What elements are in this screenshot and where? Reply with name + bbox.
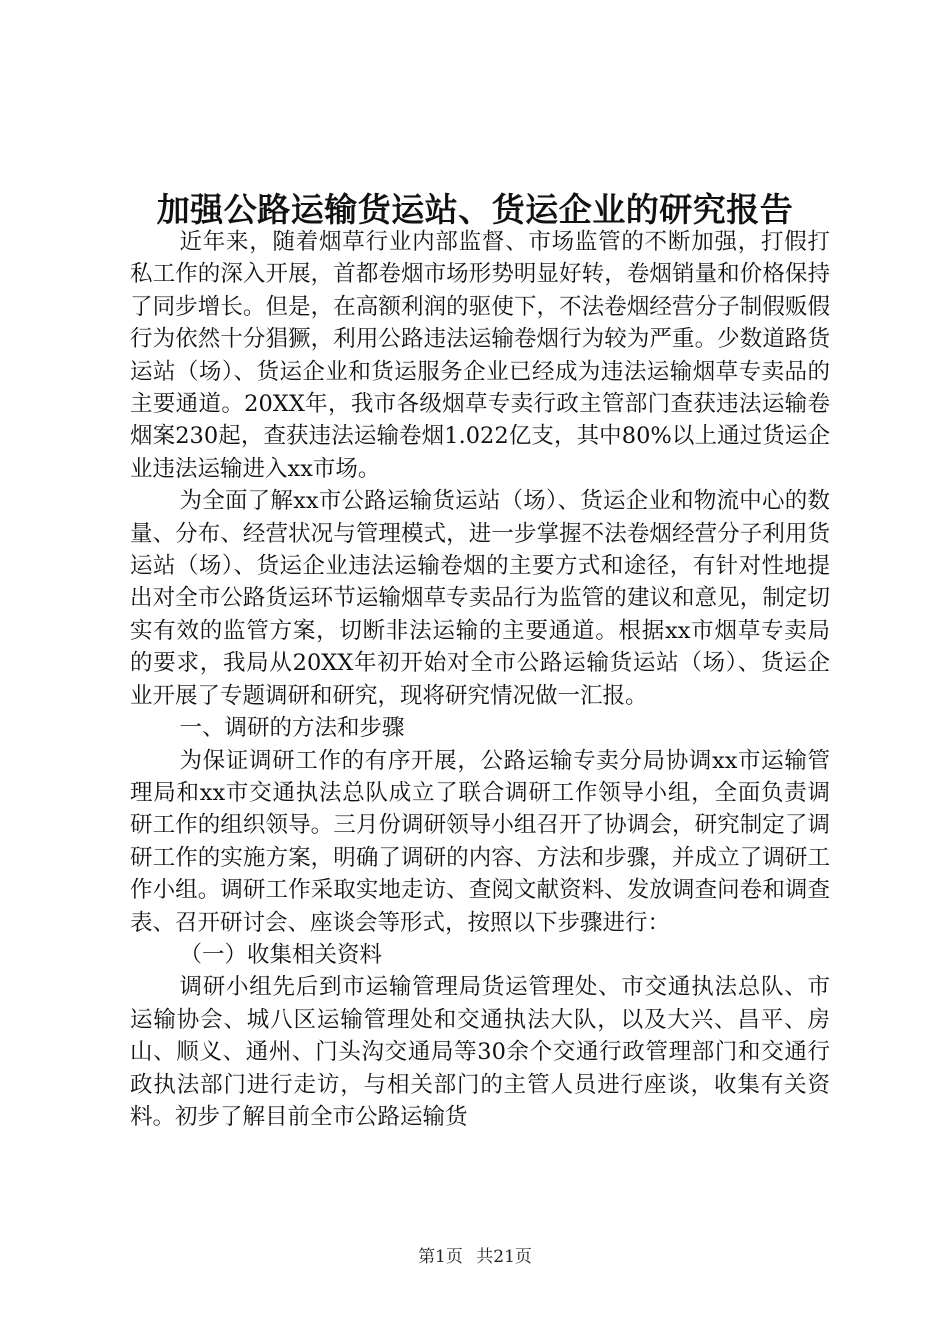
section-heading-methods: 一、调研的方法和步骤 [179,715,405,742]
paragraph-intro: 近年来，随着烟草行业内部监督、市场监管的不断加强，打假打私工作的深入开展，首都卷烟市场形势明显好转，卷烟销量和价格保持了同步增长。但是，在高额利润的驱使下，不法卷烟经营分子制假贩假行为依然十分猖獗，利用公路违法运输卷烟行为较为严重。少数道路货运站（场）、货运企业和货运服务企业已经成为违法运输烟草专卖品的主要通道。20XX年，我市各级烟草专卖行政主管部门查获违法运输卷烟案230起，查获违法运输卷烟1.022亿支，其中80%以上通过货运企业违法运输进入xx市场。 [130,229,830,482]
page-number: 第1页 [418,1247,463,1267]
page-footer [0,1245,950,1269]
page-total: 共21页 [476,1247,532,1267]
document-title: 加强公路运输货运站、货运企业的研究报告 [156,190,794,229]
document-body [130,226,830,1133]
paragraph-methods: 为保证调研工作的有序开展，公路运输专卖分局协调xx市运输管理局和xx市交通执法总队成立了联合调研工作领导小组，全面负责调研工作的组织领导。三月份调研领导小组召开了协调会，研究制定了调研工作的实施方案，明确了调研的内容、方法和步骤，并成立了调研工作小组。调研工作采取实地走访、查阅文献资料、发放调查问卷和调查表、召开研讨会、座谈会等形式，按照以下步骤进行： [130,747,830,936]
paragraph-collect: 调研小组先后到市运输管理局货运管理处、市交通执法总队、市运输协会、城八区运输管理处和交通执法大队，以及大兴、昌平、房山、顺义、通州、门头沟交通局等30余个交通行政管理部门和交通行政执法部门进行走访，与相关部门的主管人员进行座谈，收集有关资料。初步了解目前全市公路运输货 [130,974,830,1130]
subsection-heading-collect: （一）收集相关资料 [179,941,383,968]
paragraph-purpose: 为全面了解xx市公路运输货运站（场）、货运企业和物流中心的数量、分布、经营状况与管理模式，进一步掌握不法卷烟经营分子利用货运站（场）、货运企业违法运输卷烟的主要方式和途径，有针对性地提出对全市公路货运环节运输烟草专卖品行为监管的建议和意见，制定切实有效的监管方案，切断非法运输的主要通道。根据xx市烟草专卖局的要求，我局从20XX年初开始对全市公路运输货运站（场）、货运企业开展了专题调研和研究，现将研究情况做一汇报。 [130,488,830,709]
